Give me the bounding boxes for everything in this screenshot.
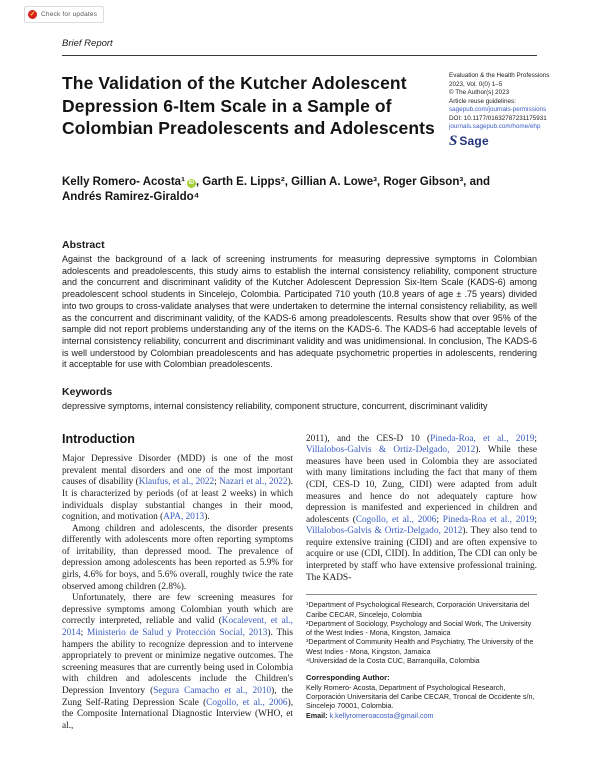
intro-paragraph-1: [62, 454, 293, 524]
crossmark-label: Check for updates: [41, 11, 98, 18]
journal-home-link[interactable]: journals.sagepub.com/home/ehp: [449, 123, 541, 130]
crossmark-badge[interactable]: [24, 6, 104, 23]
keywords-heading: Keywords: [62, 386, 113, 399]
email-line: [306, 711, 537, 720]
body-text: Unfortunately, there are few screening measures for depressive symptoms among Colombian youth which are correctly interpreted, reliable and valid (: [62, 593, 293, 627]
right-column: [306, 434, 537, 733]
citation-link[interactable]: APA, 2013: [163, 512, 205, 523]
sage-logo[interactable]: [449, 132, 537, 149]
citation-link[interactable]: Villalobos-Galvis & Ortiz-Delgado, 2012: [306, 445, 476, 456]
author-line: [62, 175, 492, 205]
email-link[interactable]: k.kellyromeroacosta@gmail.com: [329, 710, 434, 720]
sage-logo-name: Sage: [459, 133, 489, 148]
affiliation-note-3: ³Department of Community Health and Psychiatry, The University of the West Indies - Mona, Kingston, Jamaica: [306, 637, 534, 656]
left-column: [62, 431, 294, 733]
abstract-section: [62, 239, 537, 371]
body-text: ;: [534, 514, 537, 525]
citation-link[interactable]: Villalobos-Galvis & Ortiz-Delgado, 2012: [306, 526, 463, 537]
journal-name: Evaluation & the Health Professions: [449, 72, 550, 79]
body-text: ). They also tend to require extensive training (CIDI) and are often expensive to acquire or use (CDI, CIDI). In addition, The CDI can only be interpreted by staff who have extensive professional training. The KADS-: [306, 526, 537, 583]
body-text: ;: [214, 477, 220, 488]
sage-logo-s-icon: S: [449, 132, 458, 149]
orcid-icon[interactable]: iD: [188, 180, 195, 186]
corresponding-author-heading: Corresponding Author:: [306, 673, 390, 683]
citation-link[interactable]: Ministerio de Salud y Protección Social, 2013: [87, 628, 268, 639]
affiliation-note-1: ¹Department of Psychological Research, Corporación Universitaria del Caribe CECAR, Sincelejo, Colombia: [306, 600, 530, 619]
section-kicker: Brief Report: [62, 38, 113, 49]
body-text: ).: [204, 512, 210, 523]
affiliation-note-2: ²Department of Sociology, Psychology and Social Work, The University of the West Indies - Mona, Kingston, Jamaica: [306, 618, 532, 638]
header-row: [62, 72, 550, 149]
two-column-body: [62, 431, 537, 733]
citation-link[interactable]: Segura Camacho et al., 2010: [153, 686, 272, 696]
keywords-text: depressive symptoms, internal consistency reliability, component structure, concurrent, discriminant validity: [62, 401, 488, 412]
article-content: [62, 38, 550, 732]
body-text: ), the Composite International Diagnostic Interview (WHO, et al.,: [62, 697, 294, 731]
reuse-guidelines-label: Article reuse guidelines:: [449, 97, 516, 105]
body-text: ;: [80, 628, 88, 639]
author-name-1: Kelly Romero- Acosta¹: [62, 176, 185, 188]
keywords-section: [62, 386, 537, 413]
body-text: ;: [534, 433, 537, 444]
journal-info-block: [449, 72, 550, 149]
citation-link[interactable]: Nazari et al., 2022: [219, 477, 288, 488]
header-rule: [62, 55, 537, 56]
body-text: ;: [436, 514, 443, 525]
body-text: ). While these measures have been used in Colombia they are associated with many limitations including the fact that many of them (CDI, CES-D 10, Zung, CIDI) were adapted from adult measures and hence do not adequately capture how depression is manifested and experienced in children and adolescents (: [306, 445, 537, 525]
email-label: Email:: [306, 710, 328, 720]
intro-paragraph-2: [62, 524, 293, 594]
article-title: The Validation of the Kutcher Adolescent Depression 6-Item Scale in a Sample of Colombian Preadolescents and Adolescents: [62, 73, 435, 138]
citation-link[interactable]: Cogollo, et al., 2006: [355, 514, 437, 525]
abstract-heading: Abstract: [62, 239, 105, 251]
body-text: Major Depressive Disorder (MDD) is one of the most prevalent mental disorders and one of the most important causes of disability (: [62, 454, 293, 488]
corresponding-author-block: [306, 673, 537, 720]
doi-text: DOI: 10.1177/01632787231175931: [449, 114, 547, 122]
introduction-heading: Introduction: [62, 431, 135, 446]
body-text: ). It is characterized by periods (of at least 2 weeks) in which individuals display substantial changes in their mood, cognition, and motivation (: [62, 477, 293, 523]
journal-issue: 2023, Vol. 0(0) 1–5: [449, 80, 503, 88]
footnote-rule: [306, 594, 537, 595]
abstract-text: Against the background of a lack of screening instruments for measuring depressive symptoms in Colombian adolescents and preadolescents, this study aims to establish the internal consistency reliability, component structure and the concurrent and discriminant validity of the Kutcher Adolescent Depression Six-Item Scale (KADS-6) among preadolescent school students in Sincelejo, Colombia. Participated 710 youth (10.8 years of age ± .75 years) divided into two groups to cross-validate analyses that were undertaken to determine the internal consistency reliability, as well as the concurrent and discriminant validity, of the KADS-6 among preadolescents. Results show that over 95% of the sample did not report problems understanding any of the items on the KADS-6. The KADS-6 had acceptable levels of internal consistency reliability, concurrent and discriminant validity and was unidimensional. In conclusion, The KADS-6 is well understood by Colombian preadolescents and has adequate psychometric properties in adolescents, rendering it acceptable for use with Colombian preadolescents.: [62, 254, 537, 370]
corresponding-author-text: Kelly Romero- Acosta, Department of Psychological Research, Corporación Universitaria del Caribe CECAR, Troncal de Occidente s/n, Sincelejo 70001, Colombia.: [306, 682, 535, 711]
citation-link[interactable]: Pineda-Roa, et al., 2019: [430, 433, 535, 444]
intro-paragraph-3: [62, 593, 293, 732]
journal-copyright: © The Author(s) 2023: [449, 89, 510, 96]
author-name-last: Andrés Ramirez-Giraldo⁴: [62, 191, 200, 203]
citation-link[interactable]: Cogollo, et al., 2006: [206, 697, 288, 708]
footnote-block: [306, 594, 537, 720]
crossmark-icon: ✓: [29, 11, 36, 18]
citation-link[interactable]: Pineda-Roa et al., 2019: [442, 514, 535, 525]
affiliation-note-4: ⁴Universidad de la Costa CUC, Barranquilla, Colombia: [306, 656, 480, 666]
body-text: 2011), and the CES-D 10 (: [306, 433, 431, 444]
body-text: ), the Zung Self-Rating Depression Scale (: [62, 686, 293, 708]
author-names-rest: , Garth E. Lipps², Gillian A. Lowe³, Roger Gibson³, and: [195, 176, 491, 188]
intro-paragraph-4: [306, 434, 537, 585]
citation-link[interactable]: Kocalevent, et al., 2014: [62, 616, 293, 639]
citation-link[interactable]: Klaufus, et al., 2022: [138, 477, 215, 488]
body-text: ). This hampers the ability to recognize depression and to intervene appropriately to prevent or minimize negative outcomes. The screening measures that are currently being used in Colombia with children and adolescents include the Children's Depression Inventory (: [62, 628, 293, 696]
body-text: Among children and adolescents, the disorder presents differently with adolescents more often reporting symptoms of irritability, than depressed mood. The prevalence of depression among adolescents has been reported as 5.9% for girls, 4.6% for boys, and 5.6% overall, roughly twice the rate observed among children (2.8%).: [62, 523, 293, 592]
reuse-guidelines-link[interactable]: sagepub.com/journals-permissions: [449, 106, 547, 113]
